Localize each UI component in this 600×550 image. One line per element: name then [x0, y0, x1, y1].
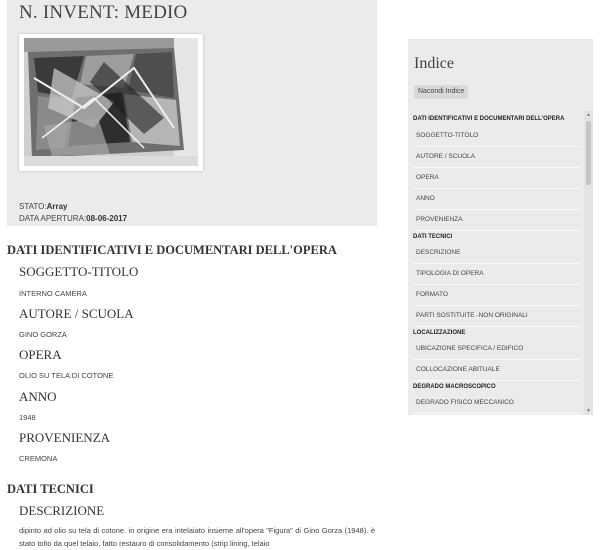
section-heading-identification: DATI IDENTIFICATIVI E DOCUMENTARI DELL'OPERA [7, 243, 337, 257]
index-panel [408, 39, 593, 415]
index-group-heading: LOCALIZZAZIONE [413, 330, 466, 336]
index-item-artwork-type[interactable]: TIPOLOGIA DI OPERA [413, 264, 580, 285]
index-item-provenance[interactable]: PROVENIENZA [413, 210, 580, 231]
index-item-mechanical-damage[interactable]: DEGRADO FISICO MECCANICO [413, 393, 580, 414]
field-label-author: AUTORE / SCUOLA [19, 306, 134, 321]
field-value-year: 1948 [19, 413, 36, 422]
index-group-heading: DATI TECNICI [413, 234, 453, 240]
index-item-description[interactable]: DESCRIZIONE [413, 243, 580, 264]
opening-date-label: DATA APERTURA: [19, 214, 87, 223]
index-item-author[interactable]: AUTORE / SCUOLA [413, 147, 580, 168]
artwork-thumbnail-frame[interactable] [19, 34, 203, 171]
scroll-down-icon[interactable]: ▼ [586, 408, 591, 414]
scroll-up-icon[interactable]: ▲ [586, 112, 591, 118]
index-item-replaced-parts[interactable]: PARTI SOSTITUITE -NON ORIGINALI [413, 306, 580, 327]
index-title: Indice [414, 55, 454, 72]
status-label: STATO: [19, 202, 47, 211]
status-line [19, 202, 67, 211]
record-header-card [7, 0, 377, 226]
field-value-author: GINO GORZA [19, 330, 67, 339]
artwork-photo[interactable] [24, 38, 198, 166]
field-label-year: ANNO [19, 389, 57, 404]
section-heading-technical: DATI TECNICI [7, 482, 94, 496]
status-value: Array [46, 202, 68, 211]
index-item-location[interactable]: UBICAZIONE SPECIFICA / EDIFICO [413, 339, 580, 360]
field-label-opera: OPERA [19, 347, 62, 362]
hide-index-button[interactable]: Nacondi Indice [414, 85, 468, 99]
index-item-subject-title[interactable]: SOGGETTO-TITOLO [413, 126, 580, 147]
field-value-subject-title: INTERNO CAMERA [19, 289, 87, 298]
index-item-year[interactable]: ANNO [413, 189, 580, 210]
index-group-heading: DATI IDENTIFICATIVI E DOCUMENTARI DELL'OPERA [413, 116, 565, 122]
field-label-description: DESCRIZIONE [19, 503, 105, 518]
page-title: N. INVENT: MEDIO [19, 2, 188, 23]
field-label-provenance: PROVENIENZA [19, 430, 110, 445]
index-scrollbar[interactable] [584, 111, 593, 415]
index-item-format[interactable]: FORMATO [413, 285, 580, 306]
index-item-opera[interactable]: OPERA [413, 168, 580, 189]
artwork-image [24, 38, 198, 166]
opening-date-line [19, 214, 127, 223]
field-label-subject-title: SOGGETTO-TITOLO [19, 264, 139, 279]
index-group-heading: DEGRADO MACROSCOPICO [413, 384, 496, 390]
field-value-description: dipinto ad olio su tela di cotone. in origine era intelaiato insieme all'opera "Figura" di Gino Gorza (1948). è stato tolto da quel telaio, fatto restauro di consolidamento (strip lining, telaio [19, 526, 375, 548]
field-value-provenance: CREMONA [19, 454, 58, 463]
field-value-opera: OLIO SU TELA DI COTONE [19, 371, 114, 380]
scrollbar-thumb[interactable] [586, 121, 591, 185]
index-item-usual-placement[interactable]: COLLOCAZIONE ABITUALE [413, 360, 580, 381]
opening-date-value: 08-06-2017 [86, 214, 128, 223]
